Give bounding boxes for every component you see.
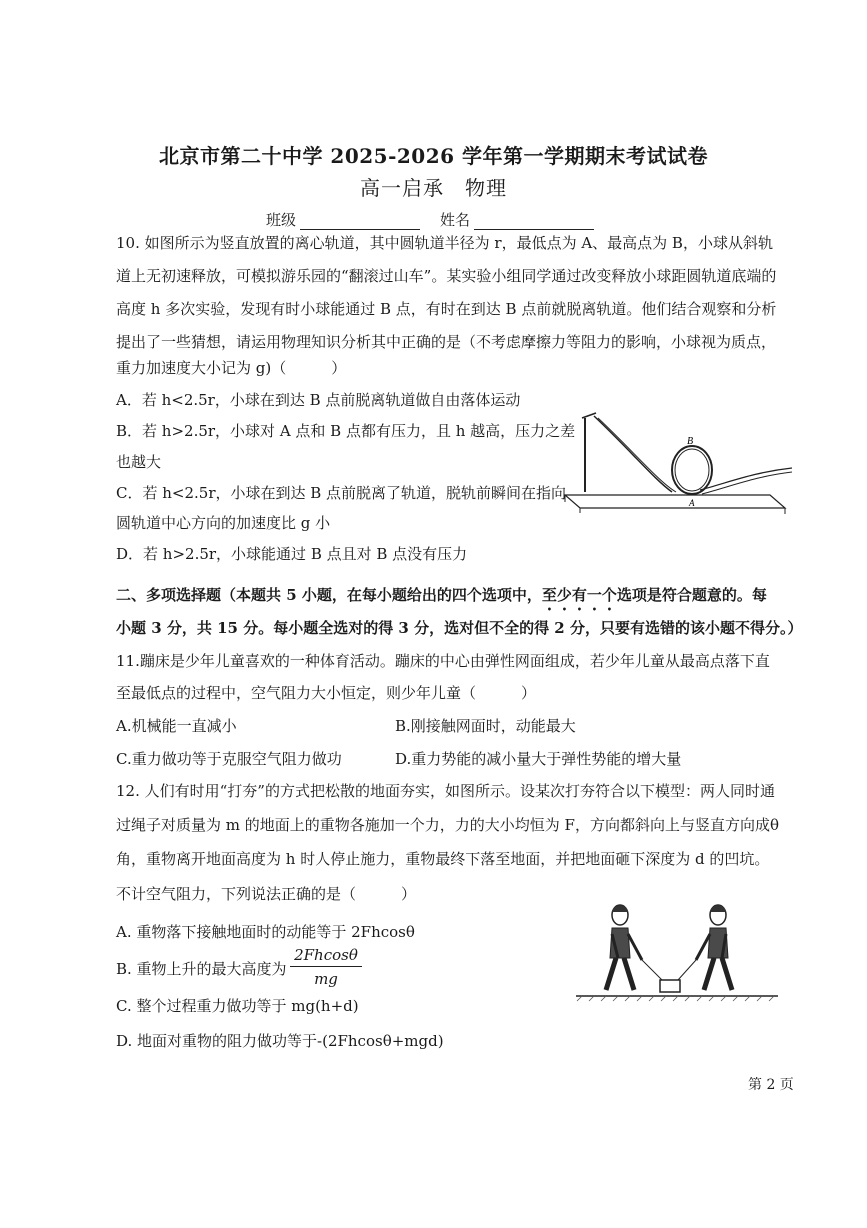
page-number: 第 2 页 [748, 1077, 794, 1093]
tamping-figure [572, 900, 782, 1006]
q11-option-d: D.重力势能的减小量大于弹性势能的增大量 [395, 750, 682, 768]
q10-line-1: 10. 如图所示为竖直放置的离心轨道，其中圆轨道半径为 r，最低点为 A、最高点为 B，小球从斜轨 [116, 234, 773, 252]
q10-option-a: A．若 h<2.5r，小球在到达 B 点前脱离轨道做自由落体运动 [116, 391, 521, 409]
section-2-emphasis: 至少有一个 [541, 586, 617, 604]
q10-option-b-line-1: B．若 h>2.5r，小球对 A 点和 B 点都有压力，且 h 越高，压力之差 [116, 422, 576, 440]
name-field [440, 210, 594, 230]
section-2-text-b: 选项是符合题意的。每 [616, 586, 767, 604]
class-blank [300, 215, 420, 230]
section-2-text-a: 二、多项选择题（本题共 5 小题，在每小题给出的四个选项中， [116, 586, 542, 604]
exam-subtitle: 高一启承 物理 [360, 176, 507, 200]
section-2-heading-line-1 [116, 585, 767, 614]
q12-option-b: B. 重物上升的最大高度为 [116, 960, 287, 978]
q12-line-1: 12. 人们有时用“打夯”的方式把松散的地面夯实，如图所示。设某次打夯符合以下模型：两人同时通 [116, 782, 775, 800]
class-field [266, 210, 420, 230]
q10-option-c-line-1: C．若 h<2.5r，小球在到达 B 点前脱离了轨道，脱轨前瞬间在指向 [116, 484, 567, 502]
q12-option-c: C. 整个过程重力做功等于 mg(h+d) [116, 997, 359, 1015]
q11-option-b: B.刚接触网面时，动能最大 [395, 717, 576, 735]
q10-option-c-line-2: 圆轨道中心方向的加速度比 g 小 [116, 514, 331, 532]
q12-line-2: 过绳子对质量为 m 的地面上的重物各施加一个力，力的大小均恒为 F，方向都斜向上与竖直方向成θ [116, 816, 779, 834]
q12-line-4: 不计空气阻力，下列说法正确的是（ ） [116, 885, 417, 903]
q11-option-a: A.机械能一直减小 [116, 717, 237, 735]
q10-line-4: 提出了一些猜想，请运用物理知识分析其中正确的是（不考虑摩擦力等阻力的影响，小球视为质点， [116, 333, 777, 351]
q10-line-2: 道上无初速释放，可模拟游乐园的“翻滚过山车”。某实验小组同学通过改变释放小球距圆轨道底端的 [116, 267, 777, 285]
fraction-numerator: 2Fhcosθ [290, 946, 362, 967]
q11-line-1: 11.蹦床是少年儿童喜欢的一种体育活动。蹦床的中心由弹性网面组成，若少年儿童从最高点落下直 [116, 652, 770, 670]
figure-label-b: B [687, 436, 694, 447]
q11-line-2: 至最低点的过程中，空气阻力大小恒定，则少年儿童（ ） [116, 684, 537, 702]
class-label: 班级 [266, 211, 297, 229]
fraction-denominator: mg [314, 970, 338, 988]
name-blank [474, 215, 594, 230]
loop-track-figure [560, 410, 800, 520]
q12-option-a: A. 重物落下接触地面时的动能等于 2Fhcosθ [116, 923, 415, 941]
q12-line-3: 角，重物离开地面高度为 h 时人停止施力，重物最终下落至地面，并把地面砸下深度为 d 的凹坑。 [116, 850, 770, 868]
exam-title: 北京市第二十中学 2025-2026 学年第一学期期末考试试卷 [158, 144, 709, 168]
section-2-heading-line-2: 小题 3 分，共 15 分。每小题全选对的得 3 分，选对但不全的得 2 分，只要有选错的该小题不得分。） [116, 619, 803, 637]
figure-label-a: A [689, 498, 695, 508]
q11-option-c: C.重力做功等于克服空气阻力做功 [116, 750, 342, 768]
q12-option-d: D. 地面对重物的阻力做功等于-(2Fhcosθ+mgd) [116, 1032, 444, 1050]
q10-option-d: D．若 h>2.5r，小球能通过 B 点且对 B 点没有压力 [116, 545, 468, 563]
q10-line-5: 重力加速度大小记为 g)（ ） [116, 359, 347, 377]
q10-option-b-line-2: 也越大 [116, 453, 162, 471]
q10-line-3: 高度 h 多次实验，发现有时小球能通过 B 点，有时在到达 B 点前就脱离轨道。他们结合观察和分析 [116, 300, 777, 318]
name-label: 姓名 [440, 211, 471, 229]
